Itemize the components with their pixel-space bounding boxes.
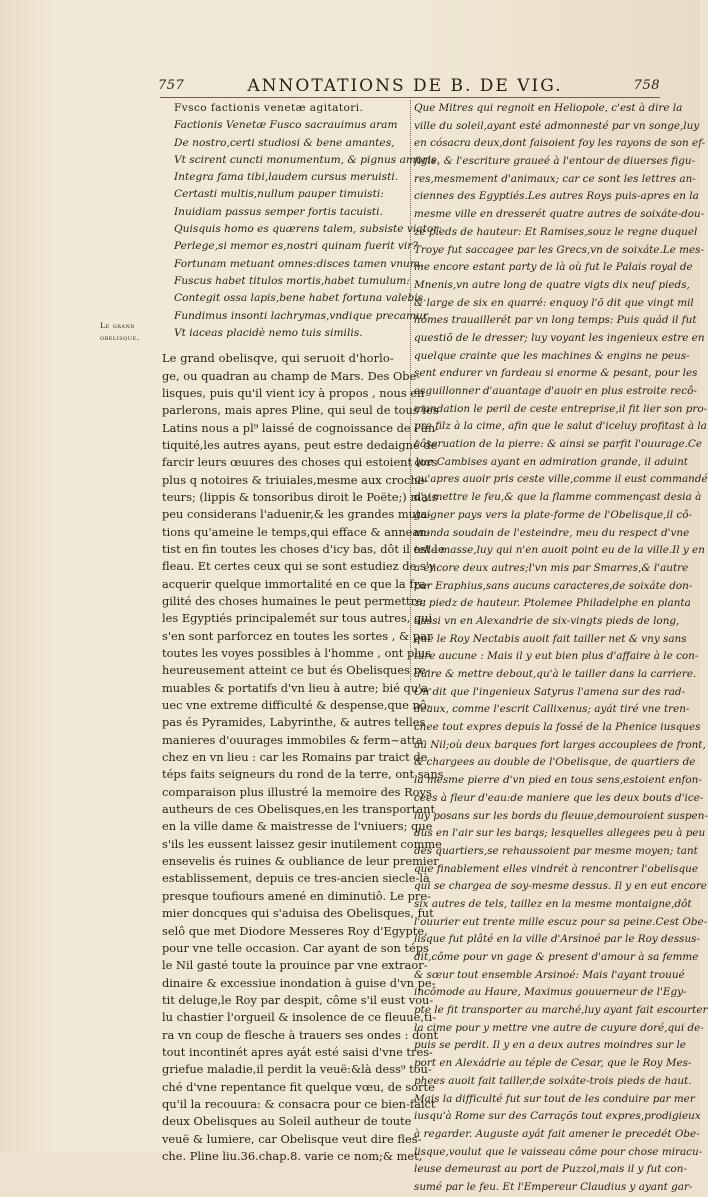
- text-line: tiquité,les autres ayans, peut estre dedaigné de: [162, 437, 438, 452]
- text-line: farcir leurs œuures des choses qui estoient lors: [162, 455, 438, 470]
- poem-line: Perlege,si memor es,nostri quinam fuerit vir?: [174, 240, 418, 253]
- text-line: leuse demeurast au port de Puzzol,mais il y fut con-: [414, 1163, 687, 1176]
- poem-line: Integra fama tibi,laudem cursus meruisti.: [174, 171, 399, 184]
- poem-line: Vt scirent cuncti monumentum, & pignus amoris.: [174, 153, 440, 166]
- text-line: ciennes des Egyptiés.Les autres Roys puis-apres en la: [414, 190, 699, 203]
- text-line: incômode au Haure, Maximus gouuerneur de l'Egy-: [414, 986, 687, 999]
- text-line: tit deluge,le Roy par despit, côme s'il eust vou-: [162, 992, 434, 1007]
- text-line: dinaire & excessiue inondation à guise d'vn pe-: [162, 975, 436, 990]
- right-column: [414, 100, 708, 1197]
- text-line: gilité des choses humaines le peut permettre;: [162, 593, 427, 608]
- margin-note-line: Le grand: [100, 321, 135, 330]
- text-line: d'y mettre le feu,& que la flamme commençast desia à: [414, 491, 702, 504]
- text-line: aussi vn en Alexandrie de six-vingts pieds de long,: [414, 614, 680, 627]
- text-line: s'en sont parforcez en toutes les sortes , & par: [162, 628, 433, 643]
- text-line: tions qu'ameine le temps,qui efface & annean-: [162, 524, 431, 539]
- text-line: qu'il la recouura: & consacra pour ce bien-faict: [162, 1096, 436, 1111]
- text-line: Latins nous a pl⁹ laissé de cognoissance de l'an-: [162, 420, 440, 435]
- text-line: phees auoit fait tailler,de soixáte-trois pieds de haut.: [414, 1074, 692, 1087]
- text-line: mier doncques qui s'aduisa des Obelisques, fut: [162, 906, 434, 921]
- text-line: dit,côme pour vn gage & present d'amour à sa femme: [414, 951, 699, 963]
- poem-line: De nostro,certi studiosi & bene amantes,: [174, 136, 395, 149]
- text-line: lisque,voulut que le vaisseau côme pour chose miracu-: [414, 1145, 703, 1158]
- poem-line: Vt iaceas placidè nemo tuis similis.: [174, 326, 363, 339]
- text-line: luy posans sur les bords du fleuue,demouroient suspen-: [414, 809, 708, 822]
- text-line: ze pieds de hauteur: Et Ramises,souz le regne duquel: [414, 225, 698, 238]
- poem-line: Contegit ossa lapis,bene habet fortuna valebis.: [174, 292, 427, 305]
- text-line: comparaison plus illustré la memoire des Roys: [162, 784, 432, 799]
- text-line: On dit que l'ingenieux Satyrus l'amena sur des rad-: [414, 685, 686, 698]
- text-line: dus en l'air sur les barqs; lesquelles allegees peu à peu: [414, 827, 706, 840]
- poem-line: Certasti multis,nullum pauper timuisti:: [174, 188, 384, 201]
- text-line: port en Alexádrie au téple de Cesar, que le Roy Mes-: [414, 1057, 692, 1070]
- text-line: ville du soleil,ayant esté admonnesté par vn songe,luy: [414, 119, 700, 132]
- text-line: mesme ville en dresserét quatre autres de soixáte-dou-: [414, 208, 705, 221]
- text-line: selô que met Diodore Messeres Roy d'Egypte,: [162, 923, 428, 938]
- text-line: ra vn coup de flesche à trauers ses ondes : dont: [162, 1027, 439, 1042]
- text-line: Troye fut saccagee par les Grecs,vn de soixáte.Le mes-: [414, 243, 704, 256]
- text-line: Le grand obelisqve, qui seruoit d'horlo-: [162, 351, 394, 366]
- poem-heading: Fvsco factionis venetæ agitatori.: [174, 102, 364, 114]
- left-prose: [162, 350, 445, 1165]
- text-line: quelque crainte que les machines & engins ne peus-: [414, 349, 690, 362]
- text-line: ge, ou quadran au champ de Mars. Des Obe-: [162, 368, 421, 383]
- text-line: à regarder. Auguste ayát fait amener le precedét Obe-: [414, 1127, 700, 1140]
- text-line: veuë & lumiere, car Obelisque veut dire fles-: [162, 1131, 422, 1146]
- text-line: griefue maladie,il perdit la veuë:&là dess⁹ tou-: [162, 1062, 432, 1077]
- text-line: qui se chargea de soy-mesme dessus. Il y en eut encore: [414, 880, 707, 893]
- text-line: pour vne telle occasion. Car ayant de son téps: [162, 940, 429, 955]
- text-line: autheurs de ces Obelisques,en les transportant: [162, 802, 436, 817]
- margin-note: [100, 320, 158, 344]
- text-line: muables & portatifs d'vn lieu à autre; bié qu'a-: [162, 680, 432, 695]
- text-line: che. Pline liu.36.chap.8. varie ce nom;& met,: [162, 1148, 423, 1163]
- text-line: pre filz à la cime, afin que le salut d'iceluy profitast à la: [414, 420, 707, 433]
- text-line: fleau. Et certes ceux qui se sont estudiez de s'y: [162, 559, 436, 574]
- text-line: puis se perdit. Il y en a deux autres moindres sur le: [414, 1039, 686, 1052]
- text-line: ensevelis és ruines & oubliance de leur premier: [162, 854, 439, 869]
- text-line: que Cambises ayant en admiration grande, il aduint: [414, 455, 688, 468]
- text-line: six autres de tels, taillez en la mesme montaigne,dôt: [414, 897, 692, 910]
- poem-line: Fundimus insonti lachrymas,vndique precamur: [174, 309, 428, 322]
- text-line: presque toufiours amené en diminutiô. Le pre-: [162, 888, 431, 903]
- folio-right: 758: [633, 78, 660, 93]
- text-line: manda soudain de l'esteindre, meu du respect d'vne: [414, 526, 690, 539]
- text-line: questiõ de le dresser; luy voyant les ingenieux estre en: [414, 331, 705, 344]
- text-line: establissement, depuis ce tres-ancien siecle-là: [162, 871, 430, 886]
- text-line: hômes trauaillerét par vn long temps: Puis quád il fut: [414, 314, 697, 327]
- text-line: teurs; (lippis & tonsoribus diroit le Poëte;) mais: [162, 489, 438, 504]
- text-line: par Eraphius,sans aucuns caracteres,de soixáte don-: [414, 579, 693, 592]
- text-line: la cime pour y mettre vne autre de cuyure doré,qui de-: [414, 1021, 704, 1034]
- margin-note-line: obelisque.: [100, 333, 140, 342]
- text-line: l'ouurier eut trente mille escuz pour sa peine.Cest Obe-: [414, 915, 708, 928]
- text-line: ché d'vne repentance fit quelque vœu, de sorte: [162, 1079, 435, 1094]
- text-line: tist en fin toutes les choses d'icy bas, dôt il est le: [162, 541, 445, 556]
- text-line: figie, & l'escriture graueé à l'entour de diuerses figu-: [414, 155, 696, 168]
- text-line: lisque fut plâté en la ville d'Arsinoé par le Roy dessus-: [414, 933, 701, 946]
- text-line: res,mesmement d'animaux; car ce sont les lettres an-: [414, 172, 696, 185]
- text-line: côseruation de la pierre: & ainsi se parfit l'ouurage.Ce: [414, 438, 703, 451]
- text-line: qu'apres auoir pris ceste ville,comme il eust commandé: [414, 473, 708, 486]
- text-line: peu considerans l'aduenir,& les grandes muta-: [162, 507, 432, 522]
- header-rule: [160, 97, 660, 98]
- poem-line: Quisquis homo es quærens talem, subsiste viator:: [174, 223, 442, 236]
- text-line: deaux, comme l'escrit Callixenus; ayát tiré vne tren-: [414, 703, 690, 716]
- text-line: pte le fit transporter au marché,luy ayant fait escourter: [414, 1004, 708, 1017]
- text-line: mandation le peril de ceste entreprise,il fit lier son pro-: [414, 402, 708, 415]
- text-line: Mnenis,vn autre long de quatre vigts dix neuf pieds,: [414, 278, 690, 291]
- text-line: la mesme pierre d'vn pied en tous sens,estoient enfon-: [414, 774, 702, 787]
- left-column: [162, 100, 445, 1165]
- text-line: & chargees au double de l'Obelisque, de quartiers de: [414, 756, 696, 769]
- text-line: les Egyptiés principalemét sur tous autres, qui: [162, 611, 433, 626]
- text-line: Mais la difficulté fut sur tout de les conduire par mer: [414, 1092, 695, 1105]
- text-line: lisques, puis qu'il vient icy à propos , nous en: [162, 385, 425, 400]
- text-line: téps faits seigneurs du rond de la terre, ont sans: [162, 767, 444, 782]
- text-line: parlerons, mais apres Pline, qui seul de tous les: [162, 403, 439, 418]
- text-line: chez en vn lieu : car les Romains par traict de: [162, 750, 428, 765]
- text-line: & sœur tout ensemble Arsinoé: Mais l'ayant trouué: [414, 968, 685, 981]
- text-line: duire & mettre debout,qu'à le tailler dans la carriere.: [414, 668, 697, 680]
- text-line: esguillonner d'auantage d'auoir en plus estroite recô-: [414, 385, 697, 397]
- text-line: deux Obelisques au Soleil autheur de toute: [162, 1114, 412, 1129]
- text-line: chee tout expres depuis la fossé de la Phenice iusques: [414, 721, 701, 734]
- text-line: le Nil gasté toute la prouince par vne extraor-: [162, 958, 428, 973]
- text-line: & large de six en quarré: enquoy l'õ dit que vingt mil: [414, 296, 694, 309]
- text-line: a encore deux autres;l'vn mis par Smarres,& l'autre: [414, 561, 689, 574]
- text-line: iusqu'à Rome sur des Carraçõs tout expres,prodigieux: [414, 1110, 701, 1123]
- text-line: tare aucune : Mais il y eut bien plus d'affaire à le con-: [414, 650, 699, 663]
- text-line: que le Roy Nectabis auoit fait tailler net & vny sans: [414, 632, 687, 645]
- text-line: en la ville dame & maistresse de l'vniuers; que: [162, 819, 433, 834]
- epitaph-poem: [162, 100, 442, 342]
- poem-line: Fortunam metuant omnes:disces tamen vnum.: [174, 257, 424, 270]
- text-line: telle masse,luy qui n'en auoit point eu de la ville.Il y en: [414, 544, 705, 557]
- text-line: me encore estant party de là où fut le Palais royal de: [414, 261, 693, 274]
- text-line: s'ils les eussent laissez gesir inutilement comme: [162, 836, 442, 851]
- text-line: heureusement atteint ce but és Obelisques re-: [162, 663, 430, 678]
- page-title: ANNOTATIONS DE B. DE VIG.: [247, 76, 563, 96]
- text-line: gaigner pays vers la plate-forme de l'Obelisque,il cô-: [414, 508, 693, 521]
- text-line: sumé par le feu. Et l'Empereur Claudius y ayant gar-: [414, 1180, 693, 1193]
- text-line: acquerir quelque immortalité en ce que la fra-: [162, 576, 430, 591]
- poem-line: Fuscus habet titulos mortis,habet tumulum:: [174, 274, 410, 287]
- text-line: toutes les voyes possibles à l'homme , ont plus: [162, 646, 432, 660]
- text-line: en cósacra deux,dont faisoient foy les rayons de son ef-: [414, 137, 706, 150]
- text-line: que finablement elles vindrét à rencontrer l'obelisque: [414, 862, 698, 875]
- text-line: tout incontinét apres ayát esté saisi d'vne tres-: [162, 1044, 433, 1059]
- text-line: ze piedz de hauteur. Ptolemee Philadelphe en planta: [414, 597, 691, 610]
- text-line: pas és Pyramides, Labyrinthe, & autres telles: [162, 715, 426, 730]
- text-line: manieres d'ouurages immobiles & ferm~atta-: [162, 732, 427, 747]
- folio-left: 757: [158, 78, 185, 93]
- text-line: des quartiers,se rehaussoient par mesme moyen; tant: [414, 844, 698, 857]
- text-line: au Nil;où deux barques fort larges accouplees de front,: [414, 738, 706, 751]
- text-line: cees à fleur d'eau:de maniere que les deux bouts d'ice-: [414, 791, 704, 804]
- text-line: uec vne extreme difficulté & despense,que nô-: [162, 698, 431, 713]
- right-prose: [414, 100, 708, 1197]
- text-line: lu chastier l'orgueil & insolence de ce fleuue,ti-: [162, 1010, 437, 1025]
- text-line: plus q notoires & triuiales,mesme aux croche-: [162, 472, 429, 487]
- text-line: sent endurer vn fardeau si enorme & pesant, pour les: [414, 367, 698, 380]
- poem-line: Inuidiam passus semper fortis tacuisti.: [174, 205, 383, 218]
- text-line: Que Mitres qui regnoit en Heliopole, c'est à dire la: [414, 102, 683, 114]
- poem-line: Factionis Venetæ Fusco sacrauimus aram: [174, 119, 398, 132]
